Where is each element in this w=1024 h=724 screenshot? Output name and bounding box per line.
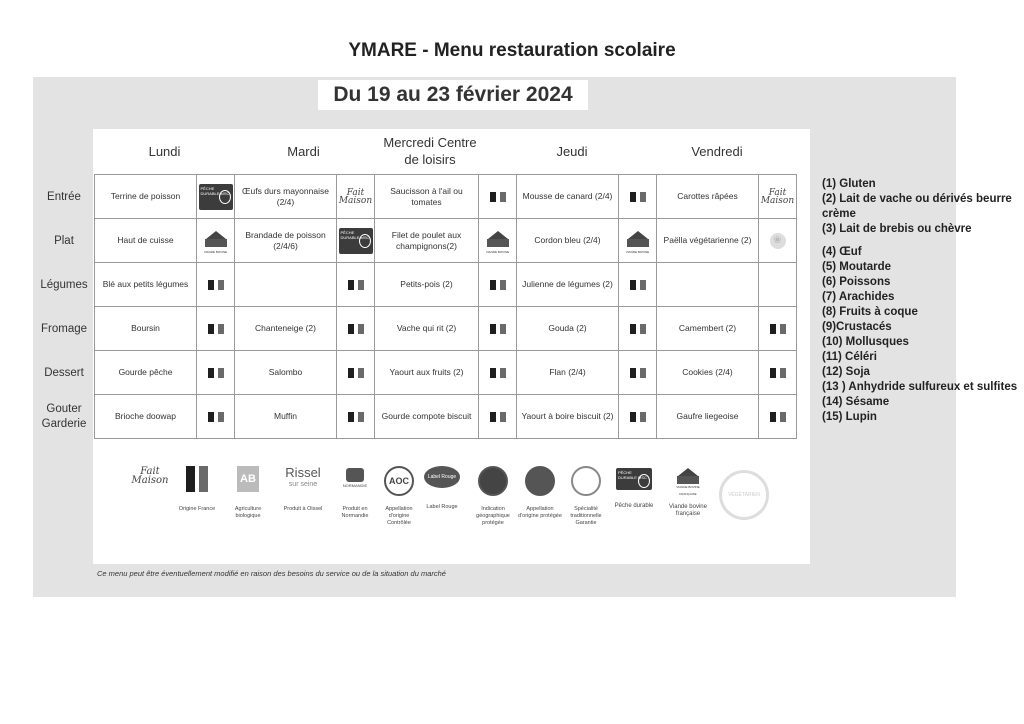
- table-row: [95, 219, 797, 263]
- dish-cell: Boursin: [95, 307, 197, 351]
- allergen-item: (5) Moutarde: [822, 261, 891, 273]
- ab-icon: AB: [237, 466, 259, 492]
- empty-label-cell: [759, 263, 797, 307]
- origine-france-icon: [172, 466, 222, 492]
- allergen-item: (10) Mollusques: [822, 336, 909, 348]
- origine-france-icon: [337, 351, 375, 395]
- origine-france-icon: [337, 307, 375, 351]
- origine-france-icon: [479, 175, 517, 219]
- dish-cell: [235, 263, 337, 307]
- table-row: [95, 395, 797, 439]
- fait-maison-logo: Fait Maison: [131, 466, 169, 486]
- origine-france-icon: [197, 395, 235, 439]
- origine-france-icon: [479, 395, 517, 439]
- allergen-item: (15) Lupin: [822, 411, 877, 423]
- dish-cell: Filet de poulet aux champignons(2): [375, 219, 479, 263]
- origine-france-icon: [619, 307, 657, 351]
- vegetarien-icon: ❀: [759, 219, 797, 263]
- dish-cell: Julienne de légumes (2): [517, 263, 619, 307]
- allergen-item: (1) Gluten: [822, 178, 876, 190]
- fait-maison-icon: Fait Maison: [337, 175, 375, 219]
- dish-cell: Brandade de poisson (2/4/6): [235, 219, 337, 263]
- igp-icon: [478, 466, 508, 496]
- dish-cell: Mousse de canard (2/4): [517, 175, 619, 219]
- origine-france-icon: [197, 263, 235, 307]
- day-header-lundi: Lundi: [148, 143, 181, 159]
- dish-cell: Gourde pêche: [95, 351, 197, 395]
- allergen-item: (4) Œuf: [822, 246, 862, 258]
- dish-cell: Brioche doowap: [95, 395, 197, 439]
- legend-peche-durable: PÊCHE DURABLE MSC Pêche durable: [614, 470, 654, 509]
- viande-bovine-francaise-icon: VIANDE BOVINE FRANÇAISE: [479, 219, 517, 263]
- origine-france-icon: [759, 351, 797, 395]
- day-header-mardi: Mardi: [287, 143, 320, 159]
- menu-table: [94, 174, 797, 439]
- dish-cell: Muffin: [235, 395, 337, 439]
- allergen-item: (8) Fruits à coque: [822, 306, 918, 318]
- viande-bovine-francaise-icon: VIANDE BOVINE FRANÇAISE: [674, 468, 702, 488]
- allergen-item: (13 ) Anhydride sulfureux et sulfites: [822, 381, 1018, 393]
- origine-france-icon: [197, 307, 235, 351]
- allergen-item: (3) Lait de brebis ou chèvre: [822, 223, 972, 235]
- origine-france-icon: [479, 263, 517, 307]
- table-row: [95, 175, 797, 219]
- legend-stg: Spécialité traditionnelle Garantie: [562, 466, 610, 527]
- dish-cell: Flan (2/4): [517, 351, 619, 395]
- table-row: [95, 263, 797, 307]
- dish-cell: Blé aux petits légumes: [95, 263, 197, 307]
- viande-bovine-francaise-icon: VIANDE BOVINE FRANÇAISE: [619, 219, 657, 263]
- aoc-icon: AOC: [384, 466, 414, 496]
- day-header-jeudi: Jeudi: [556, 143, 588, 159]
- legend-origine-france: Origine France: [172, 466, 222, 513]
- legend-aop: Appellation d'origine protégée: [518, 466, 562, 520]
- allergen-item: (6) Poissons: [822, 276, 891, 288]
- row-label-fromage: Fromage: [40, 322, 88, 335]
- row-label-gouter: Gouter Garderie: [41, 403, 87, 430]
- allergen-item: (2) Lait de vache ou dérivés beurre crème: [822, 193, 1012, 220]
- origine-france-icon: [619, 263, 657, 307]
- vegetarien-logo: VÉGÉTARIEN: [716, 470, 772, 520]
- dish-cell: Gourde compote biscuit: [375, 395, 479, 439]
- legend-aoc: AOC Appellation d'origine Contrôlée: [378, 466, 420, 527]
- origine-france-icon: [197, 351, 235, 395]
- stg-icon: [571, 466, 601, 496]
- allergen-item: (7) Arachides: [822, 291, 895, 303]
- dish-cell: Gouda (2): [517, 307, 619, 351]
- msc-icon: PÊCHE DURABLE MSC: [337, 219, 375, 263]
- origine-france-icon: [479, 307, 517, 351]
- origine-france-icon: [759, 307, 797, 351]
- day-header-mercredi: Mercredi Centre de loisirs: [383, 135, 477, 167]
- origine-france-icon: [619, 395, 657, 439]
- legend-agriculture-biologique: AB Agriculture biologique: [226, 466, 270, 520]
- msc-icon: PÊCHE DURABLE MSC: [197, 175, 235, 219]
- dish-cell: Yaourt à boire biscuit (2): [517, 395, 619, 439]
- allergen-item: (11) Céléri: [822, 351, 877, 363]
- origine-france-icon: [619, 351, 657, 395]
- viande-bovine-francaise-icon: VIANDE BOVINE FRANÇAISE: [197, 219, 235, 263]
- allergen-item: (14) Sésame: [822, 396, 890, 408]
- origine-france-icon: [337, 395, 375, 439]
- row-label-entree: Entrée: [47, 190, 81, 203]
- day-header-vendredi: Vendredi: [691, 143, 743, 159]
- dish-cell: Camembert (2): [657, 307, 759, 351]
- dish-cell: Cordon bleu (2/4): [517, 219, 619, 263]
- origine-france-icon: [759, 395, 797, 439]
- dish-cell: Yaourt aux fruits (2): [375, 351, 479, 395]
- dish-cell: [657, 263, 759, 307]
- legend-viande-bovine: VIANDE BOVINE FRANÇAISE Viande bovine française: [668, 468, 708, 518]
- dish-cell: Carottes râpées: [657, 175, 759, 219]
- table-row: [95, 351, 797, 395]
- row-label-legumes: Légumes: [40, 278, 88, 291]
- footnote: Ce menu peut être éventuellement modifié en raison des besoins du service ou de la situation du marché: [97, 569, 446, 578]
- origine-france-icon: [337, 263, 375, 307]
- dish-cell: Terrine de poisson: [95, 175, 197, 219]
- origine-france-icon: [619, 175, 657, 219]
- allergen-item: (9)Crustacés: [822, 321, 892, 333]
- legend-label-rouge: Label Rouge Label Rouge: [422, 466, 462, 511]
- label-rouge-icon: Label Rouge: [424, 466, 460, 488]
- rissel-icon: Rissel: [285, 465, 321, 480]
- msc-icon: PÊCHE DURABLE MSC: [616, 468, 652, 490]
- dish-cell: Paëlla végétarienne (2): [657, 219, 759, 263]
- dish-cell: Salombo: [235, 351, 337, 395]
- week-subtitle: Du 19 au 23 février 2024: [318, 80, 588, 110]
- legend-igp: Indication géographique protégée: [470, 466, 516, 527]
- dish-cell: Saucisson à l'ail ou tomates: [375, 175, 479, 219]
- dish-cell: Œufs durs mayonnaise (2/4): [235, 175, 337, 219]
- label-legend: [130, 462, 810, 542]
- dish-cell: Haut de cuisse: [95, 219, 197, 263]
- row-label-plat: Plat: [54, 234, 74, 247]
- dish-cell: Chanteneige (2): [235, 307, 337, 351]
- aop-icon: [525, 466, 555, 496]
- allergen-item: (12) Soja: [822, 366, 870, 378]
- dish-cell: Gaufre liegeoise: [657, 395, 759, 439]
- allergen-list: [822, 177, 1022, 425]
- dish-cell: Petits-pois (2): [375, 263, 479, 307]
- table-row: [95, 307, 797, 351]
- fait-maison-icon: Fait Maison: [759, 175, 797, 219]
- normandie-icon: [346, 468, 364, 482]
- dish-cell: Cookies (2/4): [657, 351, 759, 395]
- origine-france-icon: [479, 351, 517, 395]
- dish-cell: Vache qui rit (2): [375, 307, 479, 351]
- row-label-dessert: Dessert: [44, 366, 84, 379]
- page-title: YMARE - Menu restauration scolaire: [348, 40, 676, 61]
- legend-produit-normandie: NORMANDIE Produit en Normandie: [335, 468, 375, 520]
- legend-produit-oissel: Rissel sur seine Produit à Oissel: [276, 466, 330, 513]
